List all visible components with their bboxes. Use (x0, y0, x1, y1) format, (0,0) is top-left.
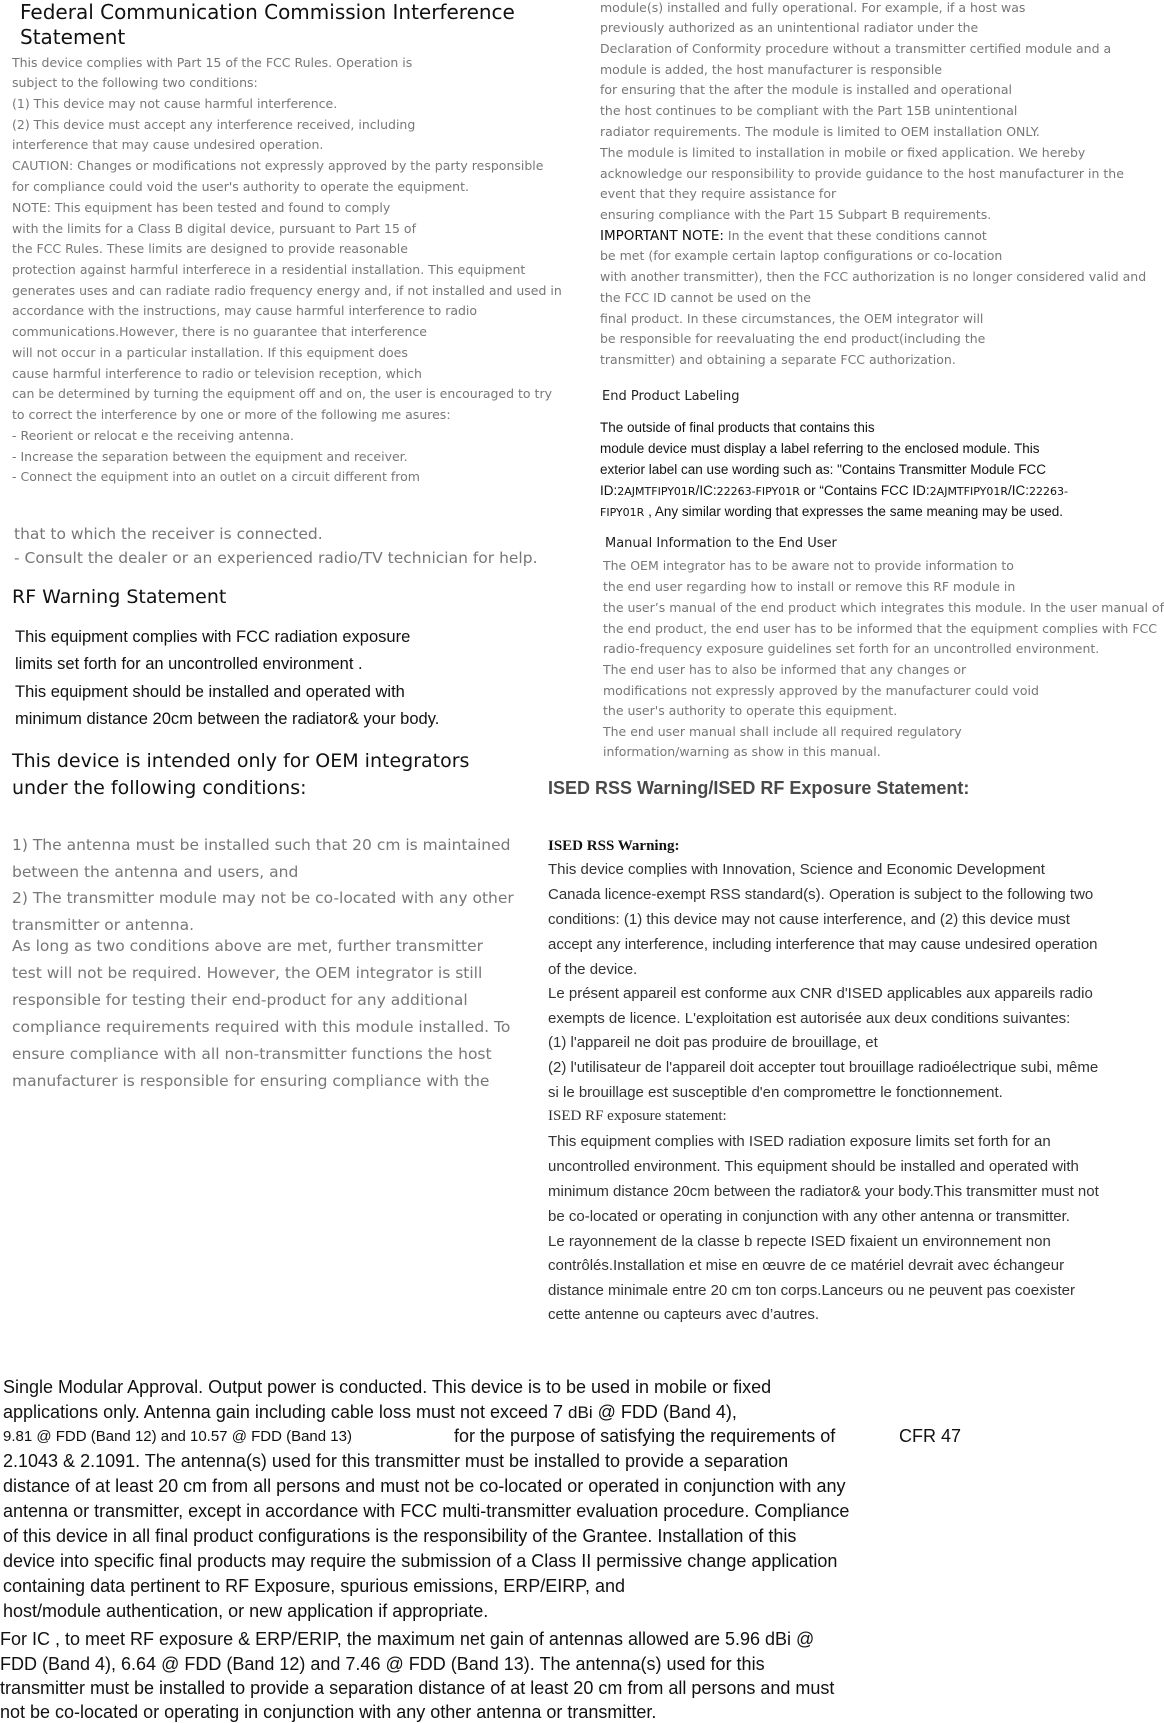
text-line: host/module authentication, or new application if appropriate. (3, 1601, 489, 1621)
fcc-id-code: 2AJMTFIPY01R (929, 485, 1008, 498)
text-line: radiator requirements. The module is limited to OEM installation ONLY. (600, 124, 1040, 139)
band-text: @ FDD (Band 4), (592, 1402, 737, 1422)
text-line: for compliance could void the user's authority to operate the equipment. (12, 179, 469, 194)
text-line: contrôlés.Installation et mise en œuvre de ce matériel devrait avec échangeur (548, 1257, 1065, 1274)
text-line: This equipment complies with ISED radiation exposure limits set forth for an (548, 1133, 1051, 1150)
text-line: the user’s manual of the end product which integrates this module. In the user manual of (603, 600, 1164, 615)
text-line: acknowledge our responsibility to provide guidance to the host manufacturer in the (600, 166, 1124, 181)
text-line: For IC , to meet RF exposure & ERP/ERIP, the maximum net gain of antennas allowed are 5.96 dBi @ (0, 1629, 815, 1649)
text-line: event that they require assistance for (600, 186, 837, 201)
text-line: will not occur in a particular installation. If this equipment does (12, 345, 408, 360)
text-line: (1) This device may not cause harmful interference. (12, 96, 338, 111)
text-line: information/warning as show in this manual. (603, 744, 881, 759)
text-line: As long as two conditions above are met, further transmitter (12, 937, 484, 955)
text-line: accordance with the instructions, may cause harmful interference to radio (12, 303, 478, 318)
text-line: - Increase the separation between the equipment and receiver. (12, 449, 408, 464)
text-line: Le rayonnement de la classe b repecte ISED fixaient un environnement non (548, 1233, 1051, 1250)
text-line: The outside of final products that contains this (600, 420, 875, 435)
text-line: of this device in all final product configurations is the responsibility of the Grantee. Installation of this (3, 1526, 797, 1546)
text-line: 1) The antenna must be installed such that 20 cm is maintained (12, 836, 511, 854)
cfr-text: CFR 47 (899, 1426, 962, 1446)
text-line: NOTE: This equipment has been tested and found to comply (12, 200, 391, 215)
text-line: the user's authority to operate this equipment. (603, 703, 898, 718)
text-line: with another transmitter), then the FCC authorization is no longer considered valid and (600, 269, 1147, 284)
text-line: FDD (Band 4), 6.64 @ FDD (Band 12) and 7.46 @ FDD (Band 13). The antenna(s) used for this (0, 1654, 765, 1674)
text-line: of the device. (548, 961, 638, 978)
text-line: - Consult the dealer or an experienced radio/TV technician for help. (14, 549, 538, 567)
text-line: the host continues to be compliant with the Part 15B unintentional (600, 103, 1018, 118)
text-line: distance minimale entre 20 cm ton corps.Lanceurs ou ne peuvent pas coexister (548, 1282, 1075, 1299)
text-line: ensure compliance with all non-transmitter functions the host (12, 1045, 492, 1063)
ic-code: 22263-FIPY01R (716, 485, 800, 498)
text-line (3, 1402, 737, 1423)
text-line: containing data pertinent to RF Exposure, spurious emissions, ERP/EIRP, and (3, 1576, 626, 1596)
text-line: This equipment complies with FCC radiation exposure (15, 628, 411, 646)
text-line: Single Modular Approval. Output power is conducted. This device is to be used in mobile or fixed (3, 1377, 772, 1397)
text-line: - Connect the equipment into an outlet on a circuit different from (12, 469, 420, 484)
text-line: previously authorized as an unintentional radiator under the (600, 20, 979, 35)
text-line: This device complies with Part 15 of the FCC Rules. Operation is (12, 55, 413, 70)
text-line: accept any interference, including interference that may cause undesired operation (548, 936, 1098, 953)
text-line: exterior label can use wording such as: "Contains Transmitter Module FCC (600, 462, 1046, 477)
text-line: Le présent appareil est conforme aux CNR d'ISED applicables aux appareils radio (548, 985, 1093, 1002)
fcc-id-code: 2AJMTFIPY01R (617, 485, 696, 498)
text-line: si le brouillage est susceptible d'en compromettre le fonctionnement. (548, 1084, 1003, 1101)
antenna-gain-text: applications only. Antenna gain including cable loss must not exceed 7 (3, 1402, 569, 1422)
text-line: test will not be required. However, the OEM integrator is still (12, 964, 483, 982)
text-line: responsible for testing their end-product for any additional (12, 991, 468, 1009)
text-line (600, 228, 987, 244)
text-line: This device complies with Innovation, Science and Economic Development (548, 861, 1045, 878)
text-line: generates uses and can radiate radio frequency energy and, if not installed and used in (12, 283, 562, 298)
text-line: can be determined by turning the equipment off and on, the user is encouraged to try (12, 386, 552, 401)
text-line: (2) l'utilisateur de l'appareil doit accepter tout brouillage radioélectrique subi, même (548, 1059, 1099, 1076)
text-line: The module is limited to installation in mobile or fixed application. We hereby (600, 145, 1086, 160)
text-line: transmitter must be installed to provide a separation distance of at least 20 cm from all persons and must (0, 1678, 835, 1698)
text-line: interference that may cause undesired operation. (12, 137, 324, 152)
text-line: minimum distance 20cm between the radiator& your body. (15, 710, 440, 728)
text-line: distance of at least 20 cm from all persons and must not be co-located or operated in conjunction with any (3, 1476, 846, 1496)
text-line: 2) The transmitter module may not be co-located with any other (12, 889, 514, 907)
manual-info-title: Manual Information to the End User (605, 536, 837, 551)
text-line: antenna or transmitter, except in accordance with FCC multi-transmitter evaluation procedure. Compliance (3, 1501, 850, 1521)
fcc-title-line2: Statement (20, 25, 126, 49)
ic-code-part: 22263- (1029, 485, 1068, 498)
band-gain-text: 9.81 @ FDD (Band 12) and 10.57 @ FDD (Band 13) (3, 1428, 352, 1445)
ic-prefix: /IC: (1007, 483, 1029, 498)
text-line: protection against harmful interferece in a residential installation. This equipment (12, 262, 526, 277)
oem-title-line2: under the following conditions: (12, 777, 307, 799)
contains-text: or “Contains FCC ID: (799, 483, 930, 498)
ised-rf-label: ISED RF exposure statement: (548, 1108, 727, 1124)
text-line: transmitter or antenna. (12, 916, 195, 934)
text-line: minimum distance 20cm between the radiator& your body.This transmitter must not (548, 1183, 1099, 1200)
text-line: transmitter) and obtaining a separate FCC authorization. (600, 352, 956, 367)
text-line: uncontrolled environment. This equipment should be installed and operated with (548, 1158, 1079, 1175)
text-line: The end user manual shall include all required regulatory (603, 724, 962, 739)
end-product-labeling-title: End Product Labeling (602, 389, 740, 404)
text-line: between the antenna and users, and (12, 863, 299, 881)
text-line: Declaration of Conformity procedure without a transmitter certified module and a (600, 41, 1112, 56)
important-note-first: In the event that these conditions cannot (723, 228, 987, 243)
text-line: compliance requirements required with this module installed. To (12, 1018, 511, 1036)
text-line: the FCC Rules. These limits are designed to provide reasonable (12, 241, 408, 256)
text-line: communications.However, there is no guarantee that interference (12, 324, 427, 339)
rf-warning-title: RF Warning Statement (12, 586, 227, 608)
text-line: not be co-located or operating in conjunction with any other antenna or transmitter. (0, 1702, 657, 1722)
text-line: for ensuring that the after the module is installed and operational (600, 82, 1012, 97)
important-note-label: IMPORTANT NOTE: (600, 228, 724, 244)
ic-prefix: /IC: (695, 483, 717, 498)
requirements-text: for the purpose of satisfying the requirements of (454, 1426, 836, 1446)
text-line: (2) This device must accept any interference received, including (12, 117, 416, 132)
text-line: subject to the following two conditions: (12, 75, 258, 90)
text-line: the end user regarding how to install or remove this RF module in (603, 579, 1016, 594)
text-line: module is added, the host manufacturer is responsible (600, 62, 943, 77)
text-line: device into specific final products may require the submission of a Class II permissive change application (3, 1551, 838, 1571)
text-line: to correct the interference by one or more of the following me asures: (12, 407, 451, 422)
text-line: (1) l'appareil ne doit pas produire de brouillage, et (548, 1034, 878, 1051)
oem-title-line1: This device is intended only for OEM integrators (12, 750, 470, 772)
text-line: 2.1043 & 2.1091. The antenna(s) used for this transmitter must be installed to provide a separation (3, 1451, 789, 1471)
fcc-id-line (600, 483, 1068, 498)
text-line: the end product, the end user has to be informed that the equipment complies with FCC (603, 621, 1157, 636)
text-line: cette antenne ou capteurs avec d’autres. (548, 1306, 820, 1323)
text-line: that to which the receiver is connected. (14, 525, 323, 543)
similar-wording-text: , Any similar wording that expresses the same meaning may be used. (644, 504, 1064, 519)
text-line: module(s) installed and fully operational. For example, if a host was (600, 0, 1026, 15)
text-line: Canada licence-exempt RSS standard(s). Operation is subject to the following two (548, 886, 1094, 903)
text-line: radio-frequency exposure guidelines set forth for an uncontrolled environment. (603, 641, 1100, 656)
text-line: CAUTION: Changes or modifications not expressly approved by the party responsible (12, 158, 544, 173)
fcc-title-line1: Federal Communication Commission Interference (20, 0, 515, 24)
text-line: The end user has to also be informed that any changes or (603, 662, 967, 677)
text-line: be co-located or operating in conjunction with any other antenna or transmitter. (548, 1208, 1070, 1225)
ised-title: ISED RSS Warning/ISED RF Exposure Statement: (548, 778, 970, 798)
text-line: with the limits for a Class B digital device, pursuant to Part 15 of (12, 221, 416, 236)
text-line: The OEM integrator has to be aware not to provide information to (603, 558, 1014, 573)
text-line: exempts de licence. L'exploitation est autorisée aux deux conditions suivantes: (548, 1010, 1071, 1027)
text-line: module device must display a label referring to the enclosed module. This (600, 441, 1040, 456)
text-line: - Reorient or relocat e the receiving antenna. (12, 428, 294, 443)
text-line: cause harmful interference to radio or television reception, which (12, 366, 422, 381)
text-line: final product. In these circumstances, the OEM integrator will (600, 311, 984, 326)
text-line: be met (for example certain laptop configurations or co-location (600, 248, 1003, 263)
ised-rss-label: ISED RSS Warning: (548, 838, 680, 854)
id-prefix: ID: (600, 483, 618, 498)
text-line: ensuring compliance with the Part 15 Subpart B requirements. (600, 207, 992, 222)
text-line: be responsible for reevaluating the end product(including the (600, 331, 986, 346)
dbi-unit: dBi (568, 1403, 593, 1422)
text-line: manufacturer is responsible for ensuring compliance with the (12, 1072, 490, 1090)
ic-code-part: FIPY01R (600, 506, 645, 519)
text-line: the FCC ID cannot be used on the (600, 290, 811, 305)
text-line: conditions: (1) this device may not cause interference, and (2) this device must (548, 911, 1070, 928)
text-line: This equipment should be installed and operated with (15, 683, 405, 701)
text-line: modifications not expressly approved by the manufacturer could void (603, 683, 1039, 698)
text-line: limits set forth for an uncontrolled environment . (15, 655, 363, 673)
fcc-id-line-2 (600, 504, 1063, 519)
